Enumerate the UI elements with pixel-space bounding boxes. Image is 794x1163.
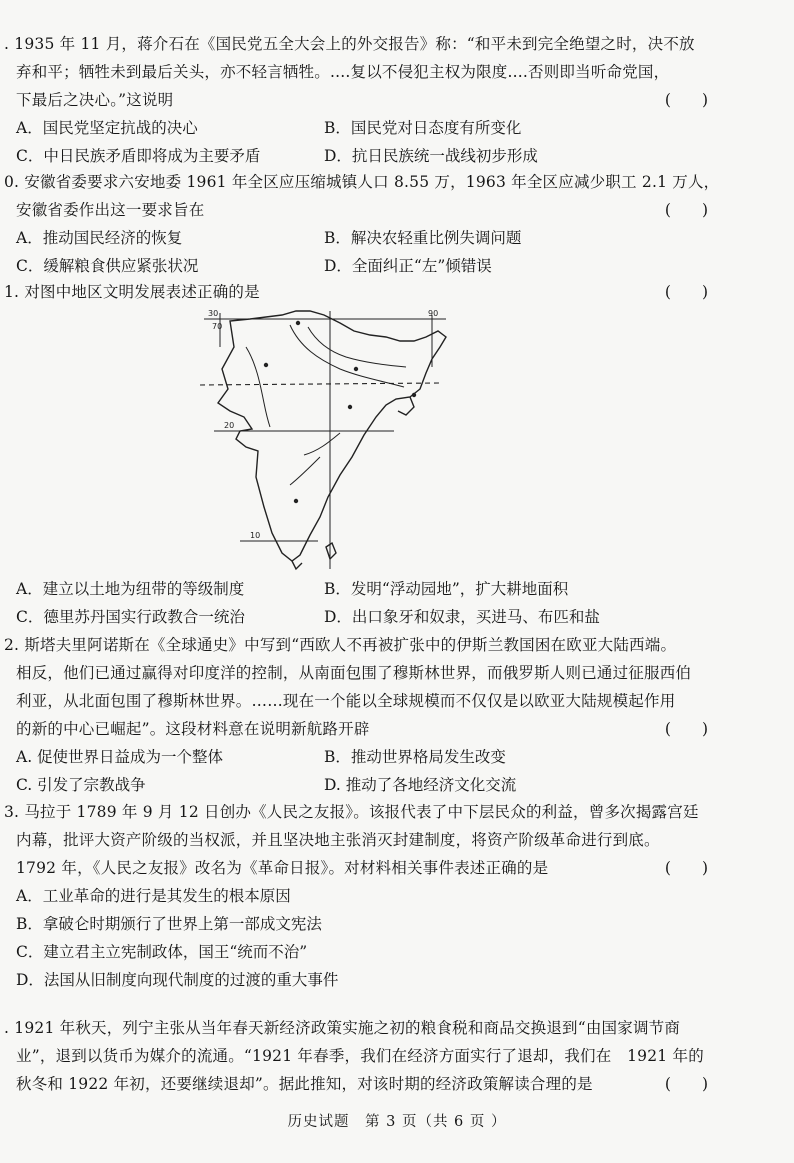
question-29-line: 弃和平；牺牲未到最后关头，亦不轻言牺牲。....复以不侵犯主权为限度....否则即当听命党国， <box>16 63 670 81</box>
answer-bracket: ( ) <box>664 720 708 738</box>
option-d: D．抗日民族统一战线初步形成 <box>324 147 538 165</box>
label-lon70: 70 <box>212 322 223 331</box>
question-33-line: 1792 年，《人民之友报》改名为《革命日报》。对材料相关事件表述正确的是 <box>16 859 549 877</box>
question-32-line: 相反，他们已通过赢得对印度洋的控制，从南面包围了穆斯林世界，而俄罗斯人则已通过征服西伯 <box>16 664 692 682</box>
option-c: C．中日民族矛盾即将成为主要矛盾 <box>16 147 261 165</box>
option-a: A．国民党坚定抗战的决心 <box>16 119 198 137</box>
answer-bracket: ( ) <box>664 201 708 219</box>
answer-bracket: ( ) <box>664 91 708 109</box>
map-outline <box>218 311 446 561</box>
question-32 <box>4 631 764 799</box>
question-34 <box>4 1014 764 1098</box>
question-30-line: 安徽省委作出这一要求旨在 <box>16 201 205 219</box>
option-b: B．解决农轻重比例失调问题 <box>324 229 522 247</box>
option-a: A．推动国民经济的恢复 <box>16 229 183 247</box>
question-29-options <box>16 114 764 170</box>
question-33-line: 3. 马拉于 1789 年 9 月 12 日创办《人民之友报》。该报代表了中下层民众的利益，曾多次揭露宫廷 <box>4 803 699 821</box>
label-lon90: 90 <box>428 309 439 318</box>
answer-bracket: ( ) <box>664 1075 708 1093</box>
option-d: D．法国从旧制度向现代制度的过渡的重大事件 <box>16 971 339 989</box>
tropic-dashed-line <box>200 383 440 385</box>
option-d: D．出口象牙和奴隶，买进马、布匹和盐 <box>324 608 600 626</box>
label-lat20: 20 <box>224 421 235 430</box>
question-34-line: 秋冬和 1922 年初，还要继续退却”。据此推知，对该时期的经济政策解读合理的是 <box>16 1075 593 1093</box>
option-c: C. 引发了宗教战争 <box>16 776 146 794</box>
question-30 <box>4 168 764 280</box>
question-29 <box>4 30 764 170</box>
question-30-options <box>16 224 764 280</box>
option-b: B．推动世界格局发生改变 <box>324 748 506 766</box>
option-c: C．缓解粮食供应紧张状况 <box>16 257 199 275</box>
option-a: A．工业革命的进行是其发生的根本原因 <box>16 887 291 905</box>
question-29-line: 下最后之决心。”这说明 <box>16 91 174 109</box>
question-34-line: 业”，退到以货币为媒介的流通。“1921 年春季，我们在经济方面实行了退却，我们在 1921 年的 <box>16 1047 704 1065</box>
question-33-line: 内幕，批评大资产阶级的当权派，并且坚决地主张消灭封建制度，将资产阶级革命进行到底。 <box>16 831 660 849</box>
option-a: A. 促使世界日益成为一个整体 <box>16 748 224 766</box>
option-a: A．建立以土地为纽带的等级制度 <box>16 580 245 598</box>
label-lat30: 30 <box>208 309 219 318</box>
question-31 <box>4 278 764 306</box>
option-b: B．发明“浮动园地”，扩大耕地面积 <box>324 580 569 598</box>
question-31-line: 1. 对图中地区文明发展表述正确的是 <box>4 283 260 301</box>
page-footer: 历史试题 第 3 页（共 6 页 ） <box>287 1114 507 1130</box>
answer-bracket: ( ) <box>664 859 708 877</box>
option-b: B．拿破仑时期颁行了世界上第一部成文宪法 <box>16 915 322 933</box>
question-34-line: . 1921 年秋天，列宁主张从当年春天新经济政策实施之初的粮食税和商品交换退到“由国家调节商 <box>4 1019 681 1037</box>
question-29-line: . 1935 年 11 月，蒋介石在《国民党五全大会上的外交报告》称：“和平未到完全绝望之时，决不放 <box>4 35 695 53</box>
option-c: C．建立君主立宪制政体，国王“统而不治” <box>16 943 308 961</box>
option-c: C．德里苏丹国实行政教合一统治 <box>16 608 245 626</box>
question-31-options <box>16 575 764 631</box>
question-33 <box>4 798 764 994</box>
question-31-options-block <box>4 575 764 631</box>
india-map <box>200 307 450 577</box>
option-d: D．全面纠正“左”倾错误 <box>324 257 492 275</box>
answer-bracket: ( ) <box>664 283 708 301</box>
question-30-line: 0. 安徽省委要求六安地委 1961 年全区应压缩城镇人口 8.55 万，1963 年全区应减少职工 2.1 万人， <box>4 173 720 191</box>
option-d: D. 推动了各地经济文化交流 <box>324 776 517 794</box>
question-32-line: 2. 斯塔夫里阿诺斯在《全球通史》中写到“西欧人不再被扩张中的伊斯兰教国困在欧亚大陆西端。 <box>4 636 677 654</box>
label-lat10: 10 <box>250 531 261 540</box>
question-32-options <box>16 743 764 799</box>
question-32-line: 的新的中心已崛起”。这段材料意在说明新航路开辟 <box>16 720 370 738</box>
option-b: B．国民党对日态度有所变化 <box>324 119 522 137</box>
question-32-line: 利亚，从北面包围了穆斯林世界。……现在一个能以全球规模而不仅仅是以欧亚大陆规模起作用 <box>16 692 676 710</box>
